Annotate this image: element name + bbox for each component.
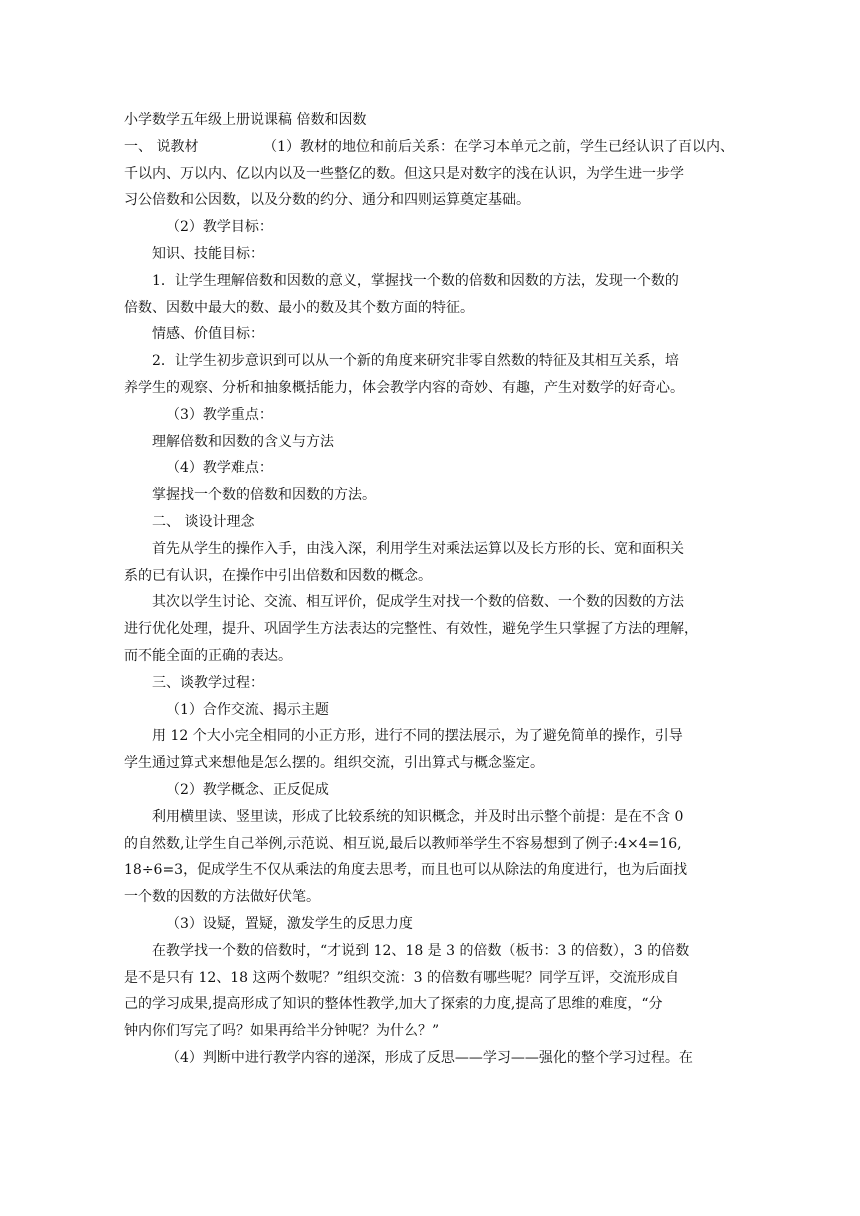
subheading: （2）教学目标： <box>166 219 273 236</box>
section-heading-2: 二、 谈设计理念 <box>152 513 255 530</box>
subheading: 情感、价值目标： <box>152 326 264 343</box>
subheading: （2）教学概念、正反促成 <box>166 781 329 798</box>
paragraph-line: 进行优化处理，提升、巩固学生方法表达的完整性、有效性，避免学生只掌握了方法的理解， <box>124 621 698 638</box>
paragraph-line: 的自然数,让学生自己举例,示范说、相互说,最后以教师举学生不容易想到了例子:4×4=16, <box>124 835 682 852</box>
paragraph-line: 养学生的观察、分析和抽象概括能力，体会教学内容的奇妙、有趣，产生对数学的好奇心。 <box>124 379 684 396</box>
paragraph-line: 其次以学生讨论、交流、相互评价，促成学生对找一个数的倍数、一个数的因数的方法 <box>152 594 684 611</box>
paragraph-line: 而不能全面的正确的表达。 <box>124 647 292 664</box>
paragraph-line: 理解倍数和因数的含义与方法 <box>152 433 334 450</box>
paragraph-line: 一个数的因数的方法做好伏笔。 <box>124 889 320 906</box>
paragraph-line: （4）判断中进行教学内容的递深，形成了反思——学习——强化的整个学习过程。在 <box>166 1049 693 1066</box>
document-title: 小学数学五年级上册说课稿 倍数和因数 <box>124 112 367 128</box>
paragraph-line: 倍数、因数中最大的数、最小的数及其个数方面的特征。 <box>124 299 474 316</box>
section-heading-1 <box>124 134 734 161</box>
section-heading-3: 三、谈教学过程： <box>152 674 264 691</box>
paragraph-line: 用 12 个大小完全相同的小正方形，进行不同的摆法展示，为了避免简单的操作，引导 <box>152 728 683 745</box>
paragraph-line: 1．让学生理解倍数和因数的意义，掌握找一个数的倍数和因数的方法，发现一个数的 <box>152 272 679 289</box>
paragraph-line: 千以内、万以内、亿以内以及一些整亿的数。但这只是对数字的浅在认识，为学生进一步学 <box>124 165 684 182</box>
paragraph-line: 掌握找一个数的倍数和因数的方法。 <box>152 487 376 504</box>
paragraph-text: （1）教材的地位和前后关系：在学习本单元之前，学生已经认识了百以内、 <box>263 138 734 155</box>
paragraph-line: 学生通过算式来想他是怎么摆的。组织交流，引出算式与概念鉴定。 <box>124 755 544 772</box>
paragraph-line: 在教学找一个数的倍数时，“才说到 12、18 是 3 的倍数（板书：3 的倍数），3 的倍数 <box>152 942 690 959</box>
paragraph-line: 是不是只有 12、18 这两个数呢？”组织交流：3 的倍数有哪些呢？同学互评，交流形成自 <box>124 969 680 986</box>
paragraph-line: 利用横里读、竖里读，形成了比较系统的知识概念，并及时出示整个前提：是在不含 0 <box>152 808 684 825</box>
paragraph-line: 习公倍数和公因数，以及分数的约分、通分和四则运算奠定基础。 <box>124 192 530 209</box>
subheading: （1）合作交流、揭示主题 <box>166 701 329 718</box>
paragraph-line: 2．让学生初步意识到可以从一个新的角度来研究非零自然数的特征及其相互关系，培 <box>152 353 679 370</box>
paragraph-line: 己的学习成果,提高形成了知识的整体性教学,加大了探索的力度,提高了思维的难度，“分 <box>124 996 663 1013</box>
document-body <box>124 107 734 1072</box>
subheading: （3）教学重点： <box>166 406 273 423</box>
paragraph-line: 系的已有认识，在操作中引出倍数和因数的概念。 <box>124 567 432 584</box>
subheading: （4）教学难点： <box>166 460 273 477</box>
paragraph-line: 钟内你们写完了吗？如果再给半分钟呢？为什么？” <box>124 1023 440 1040</box>
paragraph-line: 18÷6=3，促成学生不仅从乘法的角度去思考，而且也可以从除法的角度进行，也为后面找 <box>124 862 688 879</box>
subheading: （3）设疑，置疑，激发学生的反思力度 <box>166 915 413 932</box>
paragraph-line: 首先从学生的操作入手，由浅入深，利用学生对乘法运算以及长方形的长、宽和面积关 <box>152 540 684 557</box>
subheading: 知识、技能目标： <box>152 245 264 262</box>
section-heading-1-label: 一、 说教材 <box>124 138 199 155</box>
